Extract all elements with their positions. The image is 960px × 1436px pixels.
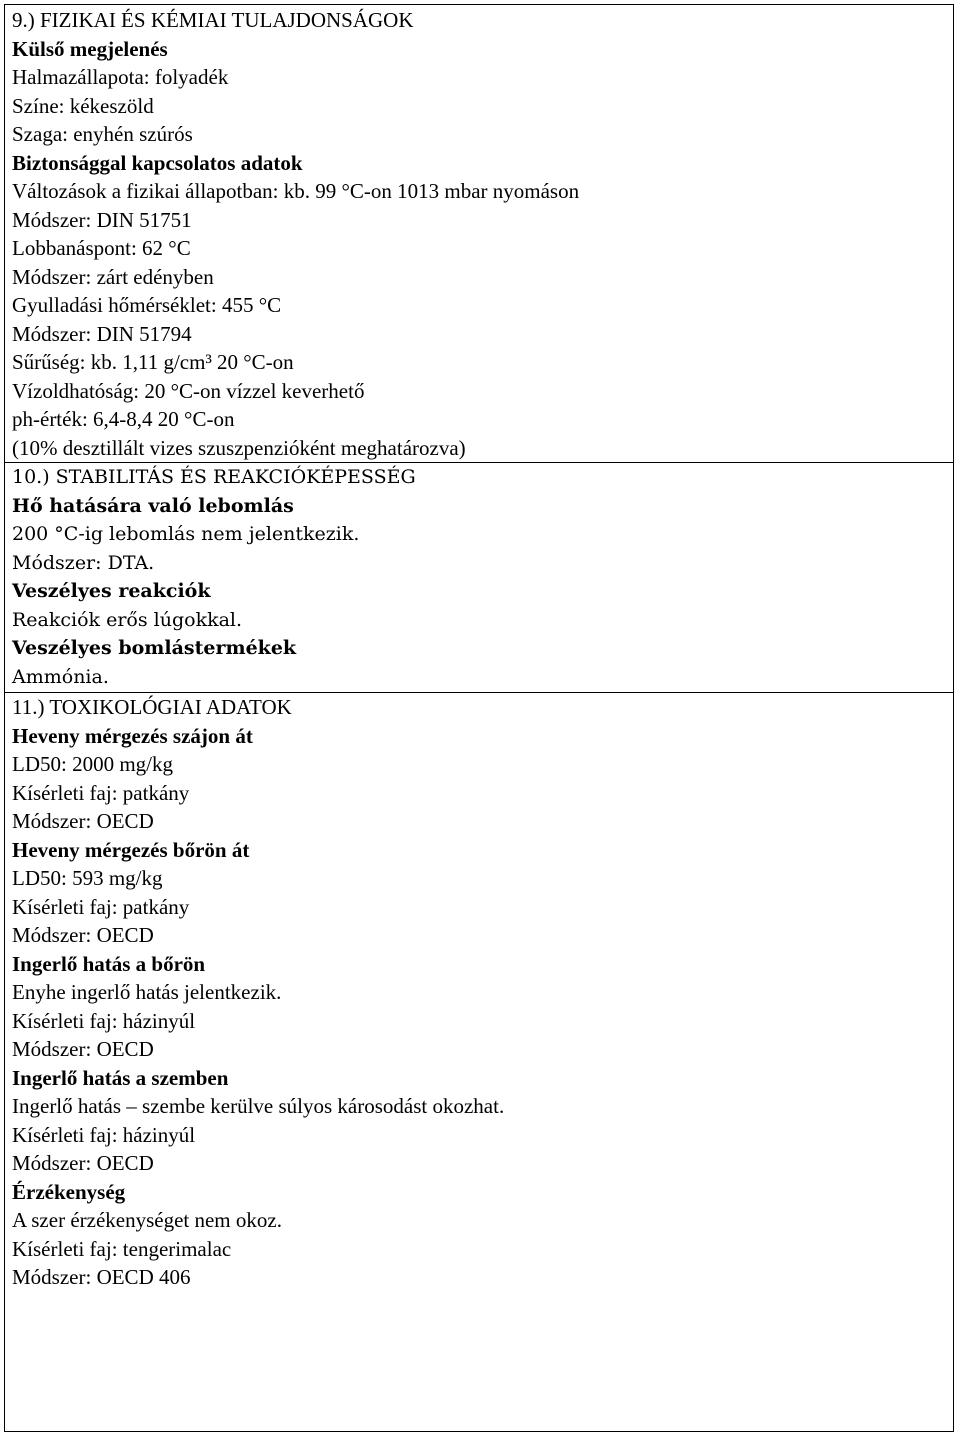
text-line: Kísérleti faj: házinyúl	[12, 1008, 196, 1033]
text-line: Módszer: OECD	[12, 1037, 154, 1061]
subheading: Heveny mérgezés bőrön át	[12, 837, 250, 862]
text-line: Ingerlő hatás – szembe kerülve súlyos károsodást okozhat.	[12, 1094, 505, 1118]
text-line: Módszer: OECD	[12, 923, 154, 947]
text-line: Reakciók erős lúgokkal.	[12, 608, 243, 631]
section-stability	[5, 462, 953, 692]
text-line: Módszer: OECD	[12, 1151, 154, 1175]
subheading: Érzékenység	[12, 1179, 126, 1204]
text-line: Módszer: OECD	[12, 809, 154, 833]
text-line: Színe: kékeszöld	[12, 93, 154, 118]
document-page	[4, 4, 954, 1432]
section-heading: 11.) TOXIKOLÓGIAI ADATOK	[12, 695, 292, 719]
text-line: (10% desztillált vizes szuszpenzióként meghatározva)	[12, 435, 466, 460]
subheading: Veszélyes reakciók	[12, 580, 211, 602]
text-line: A szer érzékenységet nem okoz.	[12, 1208, 282, 1232]
text-line: Enyhe ingerlő hatás jelentkezik.	[12, 980, 282, 1004]
subheading: Veszélyes bomlástermékek	[12, 637, 297, 659]
text-line: Lobbanáspont: 62 °C	[12, 236, 191, 260]
section-heading: 10.) STABILITÁS ÉS REAKCIÓKÉPESSÉG	[12, 466, 416, 488]
text-line: Vízoldhatóság: 20 °C-on vízzel keverhető	[12, 378, 365, 403]
text-line: Módszer: OECD 406	[12, 1265, 191, 1289]
subheading: Heveny mérgezés szájon át	[12, 723, 253, 748]
text-line: Módszer: zárt edényben	[12, 264, 214, 289]
subheading: Hő hatására való lebomlás	[12, 494, 294, 517]
text-line: Módszer: DTA.	[12, 551, 155, 574]
section-physical-chemical	[5, 5, 953, 462]
subheading: Külső megjelenés	[12, 36, 168, 61]
subheading: Ingerlő hatás a bőrön	[12, 951, 206, 976]
text-line: LD50: 593 mg/kg	[12, 866, 163, 890]
text-line: Módszer: DIN 51794	[12, 321, 192, 346]
section-heading: 9.) FIZIKAI ÉS KÉMIAI TULAJDONSÁGOK	[12, 8, 414, 32]
text-line: Ammónia.	[12, 665, 109, 688]
section-toxicology	[5, 692, 953, 1432]
text-line: Kísérleti faj: patkány	[12, 780, 190, 805]
text-line: Gyulladási hőmérséklet: 455 °C	[12, 293, 282, 317]
text-line: Halmazállapota: folyadék	[12, 65, 229, 89]
subheading: Biztonsággal kapcsolatos adatok	[12, 150, 303, 175]
text-line: Módszer: DIN 51751	[12, 207, 192, 232]
text-line: Szaga: enyhén szúrós	[12, 122, 193, 146]
text-line: Kísérleti faj: házinyúl	[12, 1122, 196, 1147]
text-line: Változások a fizikai állapotban: kb. 99 °C-on 1013 mbar nyomáson	[12, 179, 580, 203]
text-line: 200 °C-ig lebomlás nem jelentkezik.	[12, 523, 360, 545]
text-line: ph-érték: 6,4-8,4 20 °C-on	[12, 407, 235, 431]
subheading: Ingerlő hatás a szemben	[12, 1065, 229, 1090]
text-line: LD50: 2000 mg/kg	[12, 752, 173, 776]
text-line: Sűrűség: kb. 1,11 g/cm³ 20 °C-on	[12, 350, 294, 374]
text-line: Kísérleti faj: patkány	[12, 894, 190, 919]
text-line: Kísérleti faj: tengerimalac	[12, 1236, 232, 1261]
